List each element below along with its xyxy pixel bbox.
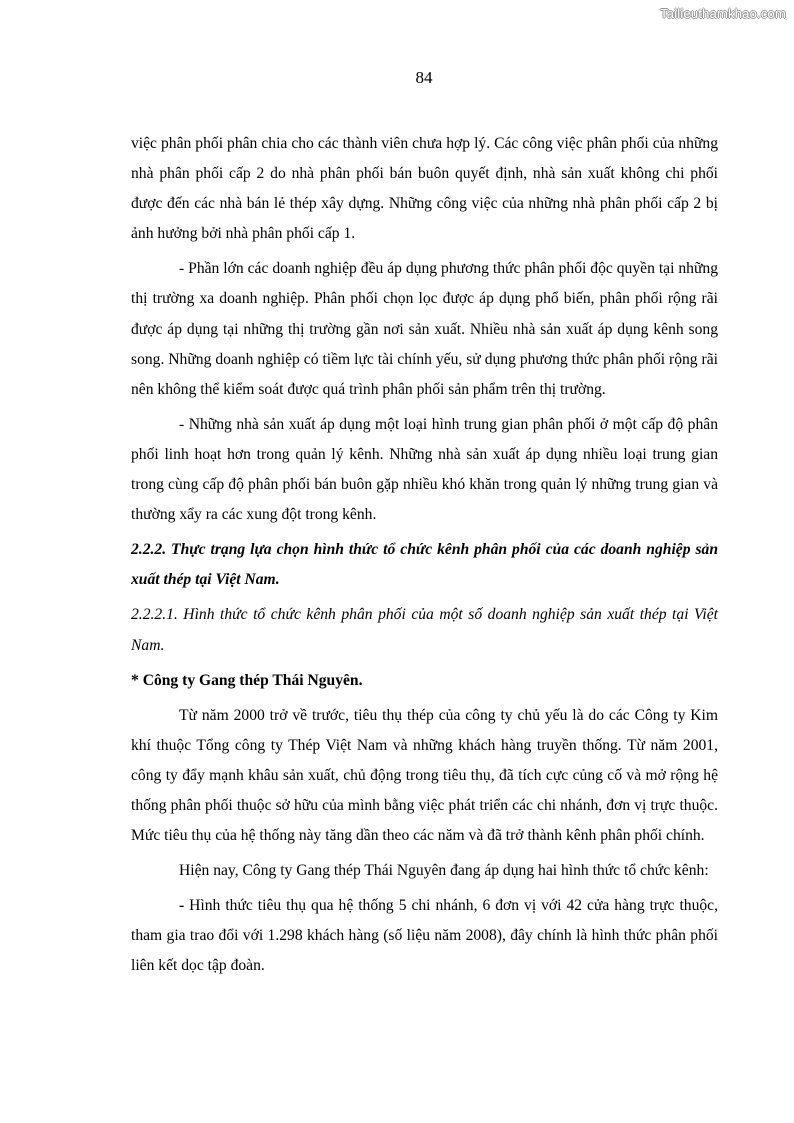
paragraph-current-forms: Hiện nay, Công ty Gang thép Thái Nguyên đang áp dụng hai hình thức tổ chức kênh: bbox=[179, 862, 709, 880]
watermark: Tailieuthamkhao.com bbox=[660, 6, 786, 21]
subsection-heading-2-2-2-1: 2.2.2.1. Hình thức tổ chức kênh phân phối của một số doanh nghiệp sản xuất thép tại Việt Nam. bbox=[131, 606, 718, 654]
company-heading: * Công ty Gang thép Thái Nguyên. bbox=[131, 671, 363, 689]
paragraph-bullet-intermediaries: - Những nhà sản xuất áp dụng một loại hình trung gian phân phối ở một cấp độ phân phối linh hoạt hơn trong quản lý kênh. Những nhà sản xuất áp dụng nhiều loại trung gian trong cùng cấp độ phân phối bán buôn gặp nhiều khó khăn trong quản lý những trung gian và thường xẩy ra các xung đột trong kênh. bbox=[131, 415, 718, 524]
section-heading-2-2-2: 2.2.2. Thực trạng lựa chọn hình thức tổ chức kênh phân phối của các doanh nghiệp sản xuất thép tại Việt Nam. bbox=[131, 541, 718, 589]
paragraph-bullet-branch-system bbox=[131, 891, 718, 981]
bullet-text: Hình thức tiêu thụ qua hệ thống 5 chi nhánh, 6 đơn vị với 42 cửa hàng trực thuộc, tham gia trao đổi với 1.298 khách hàng (số liệu năm 2008), đây chính là hình thức phân phối liên kết dọc tập đoàn. bbox=[131, 897, 718, 975]
paragraph-bullet-exclusive-distribution: - Phần lớn các doanh nghiệp đều áp dụng phương thức phân phối độc quyền tại những thị trường xa doanh nghiệp. Phân phối chọn lọc được áp dụng phổ biến, phân phối rộng rãi được áp dụng tại những thị trường gần nơi sản xuất. Nhiều nhà sản xuất áp dụng kênh song song. Những doanh nghiệp có tiềm lực tài chính yếu, sử dụng phương thức phân phối rộng rãi nên không thể kiểm soát được quá trình phân phối sản phẩm trên thị trường. bbox=[131, 260, 718, 398]
bullet-dash: - bbox=[179, 897, 185, 915]
page-number: 84 bbox=[415, 68, 433, 87]
document-body bbox=[131, 129, 718, 982]
paragraph-history: Từ năm 2000 trở về trước, tiêu thụ thép của công ty chủ yếu là do các Công ty Kim khí thuộc Tổng công ty Thép Việt Nam và những khách hàng truyền thống. Từ năm 2001, công ty đẩy mạnh khâu sản xuất, chủ động trong tiêu thụ, đã tích cực củng cố và mở rộng hệ thống phân phối thuộc sở hữu của mình bằng việc phát triển các chi nhánh, đơn vị trực thuộc. Mức tiêu thụ của hệ thống này tăng dần theo các năm và đã trở thành kênh phân phối chính. bbox=[131, 706, 718, 845]
paragraph-continuation: việc phân phối phân chia cho các thành viên chưa hợp lý. Các công việc phân phối của những nhà phân phối cấp 2 do nhà phân phối bán buôn quyết định, nhà sản xuất không chi phối được đến các nhà bán lẻ thép xây dựng. Những công việc của những nhà phân phối cấp 2 bị ảnh hưởng bởi nhà phân phối cấp 1. bbox=[131, 135, 718, 243]
